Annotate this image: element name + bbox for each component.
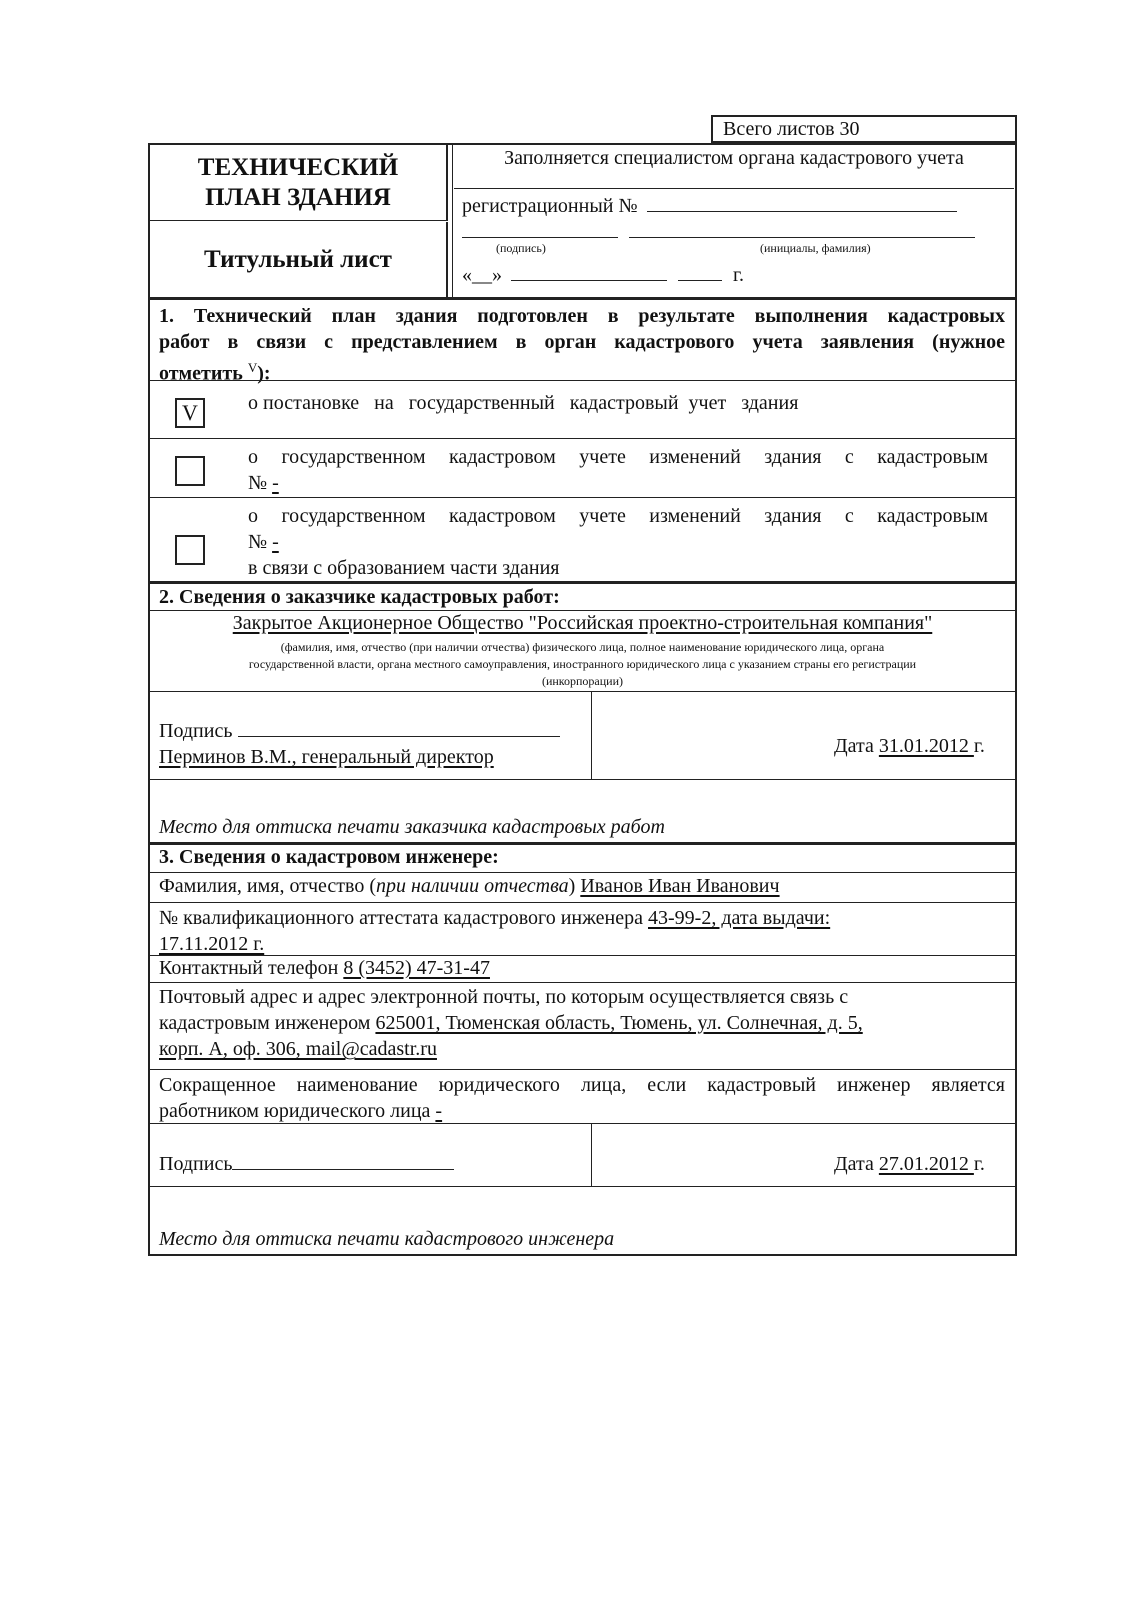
- engineer-certificate-row: № квалификационного аттестата кадастрового инженера 43-99-2, дата выдачи: 17.11.2012 г.: [159, 907, 831, 955]
- date-year-suffix: г.: [733, 264, 744, 286]
- section1-divider-b: [150, 438, 1015, 439]
- registration-number-row: [462, 193, 957, 218]
- section3-divider-b: [150, 902, 1015, 903]
- section1-divider-a: [150, 380, 1015, 381]
- section3-divider-g: [150, 1186, 1015, 1187]
- section2-top-divider: [150, 581, 1015, 584]
- engineer-stamp-place: Место для оттиска печати кадастрового инженера: [159, 1228, 615, 1250]
- option-change-checkbox[interactable]: [175, 456, 205, 486]
- option-registration-checkbox[interactable]: V: [175, 398, 205, 428]
- option-part-label: о государственном кадастровом учете изменений здания с кадастровым № - в связи с образованием части здания: [248, 505, 988, 579]
- option-part-checkbox[interactable]: [175, 535, 205, 565]
- signature-line[interactable]: [462, 237, 618, 238]
- section3-divider-d: [150, 982, 1015, 983]
- customer-date-row: Дата 31.01.2012 г.: [834, 735, 985, 757]
- registry-date-row: [462, 262, 744, 287]
- header-divider: [150, 297, 1015, 300]
- section3-vdivider: [591, 1123, 592, 1186]
- check-mark-symbol: V: [247, 360, 258, 375]
- sheets-total-label: Всего листов 30: [723, 118, 860, 140]
- section3-heading: 3. Сведения о кадастровом инженере:: [159, 846, 499, 868]
- engineer-org-value: -: [435, 1100, 443, 1122]
- engineer-name-row: Фамилия, имя, отчество (при наличии отчества) Иванов Иван Иванович: [159, 875, 780, 897]
- section2-divider-b: [150, 691, 1015, 692]
- initials-caption: (инициалы, фамилия): [760, 241, 871, 255]
- section3-divider-c: [150, 955, 1015, 956]
- registry-header: Заполняется специалистом органа кадастрового учета: [454, 146, 1014, 189]
- customer-caption: (фамилия, имя, отчество (при наличии отчества) физического лица, полное наименование юридического лица, органа государственной власти, органа местного самоуправления, иностранного юридического лица с указанием страны его регистрации (инкорпорации): [248, 640, 917, 688]
- section2-vdivider: [591, 691, 592, 779]
- section3-divider-a: [150, 872, 1015, 873]
- engineer-signature-label: Подпись: [159, 1153, 233, 1175]
- section1-heading: 1. Технический план здания подготовлен в результате выполнения кадастровых работ в связи с представлением в орган кадастрового учета заявления (нужное: [159, 305, 1005, 353]
- engineer-certificate-date: 17.11.2012 г.: [159, 933, 265, 955]
- engineer-address-cont: корп. А, оф. 306, mail@cadastr.ru: [159, 1038, 437, 1060]
- customer-signature-field[interactable]: [238, 718, 560, 737]
- option-change-number: -: [272, 472, 279, 494]
- signature-caption: (подпись): [496, 241, 546, 255]
- section1-divider-c: [150, 497, 1015, 498]
- subtitle-cell: [150, 222, 448, 297]
- option-registration-label: о постановке на государственный кадастровый учет здания: [248, 392, 799, 414]
- engineer-date-value: 27.01.2012: [878, 1153, 974, 1175]
- section2-heading: 2. Сведения о заказчике кадастровых работ:: [159, 586, 560, 608]
- option-change-label: о государственном кадастровом учете изменений здания с кадастровым № -: [248, 446, 988, 494]
- engineer-phone-row: Контактный телефон 8 (3452) 47-31-47: [159, 957, 490, 979]
- engineer-date-row: Дата 27.01.2012 г.: [834, 1153, 985, 1175]
- engineer-org-row: Сокращенное наименование юридического лица, если кадастровый инженер является работником юридического лица -: [159, 1074, 1005, 1122]
- engineer-date-label: Дата: [834, 1153, 874, 1175]
- title-line1: ТЕХНИЧЕСКИЙ: [197, 154, 399, 181]
- registration-number-field[interactable]: [647, 193, 957, 212]
- section2-divider-c: [150, 779, 1015, 780]
- customer-signature-row: [159, 718, 560, 770]
- date-day[interactable]: «__»: [462, 264, 502, 286]
- engineer-certificate-number: 43-99-2, дата выдачи:: [648, 907, 831, 929]
- customer-signer: Перминов В.М., генеральный директор: [159, 746, 494, 768]
- customer-date-value: 31.01.2012: [878, 735, 974, 757]
- section3-top-divider: [150, 842, 1015, 845]
- title-line2: ПЛАН ЗДАНИЯ: [205, 184, 391, 211]
- option-part-number: -: [272, 531, 279, 553]
- customer-date-label: Дата: [834, 735, 874, 757]
- registration-label: регистрационный №: [462, 195, 638, 217]
- section1-heading-end: отметить $^V$):: [159, 360, 271, 385]
- section3-divider-e: [150, 1069, 1015, 1070]
- title-cell: [150, 145, 448, 221]
- engineer-phone: 8 (3452) 47-31-47: [343, 957, 490, 979]
- customer-stamp-place: Место для оттиска печати заказчика кадастровых работ: [159, 816, 665, 838]
- engineer-address-row: Почтовый адрес и адрес электронной почты, по которым осуществляется связь с кадастровым инженером 625001, Тюменская область, Тюмень, ул. Солнечная, д. 5, корп. А, оф. 306, mail@cadastr.ru: [159, 986, 863, 1060]
- subtitle: Титульный лист: [204, 246, 392, 273]
- customer-signature-label: Подпись: [159, 720, 233, 742]
- customer-name: Закрытое Акционерное Общество "Российская проектно-строительная компания": [232, 612, 933, 634]
- sheets-total-box: [711, 115, 1017, 143]
- engineer-name: Иванов Иван Иванович: [580, 875, 780, 897]
- initials-line[interactable]: [629, 237, 975, 238]
- engineer-signature-field[interactable]: [232, 1151, 454, 1170]
- section2-divider-a: [150, 610, 1015, 611]
- date-year-field[interactable]: [678, 262, 722, 281]
- customer-name-row: [150, 612, 1015, 635]
- engineer-signature-row: [159, 1151, 454, 1176]
- section3-divider-f: [150, 1123, 1015, 1124]
- engineer-address: 625001, Тюменская область, Тюмень, ул. Солнечная, д. 5,: [375, 1012, 863, 1034]
- date-month-field[interactable]: [511, 262, 667, 281]
